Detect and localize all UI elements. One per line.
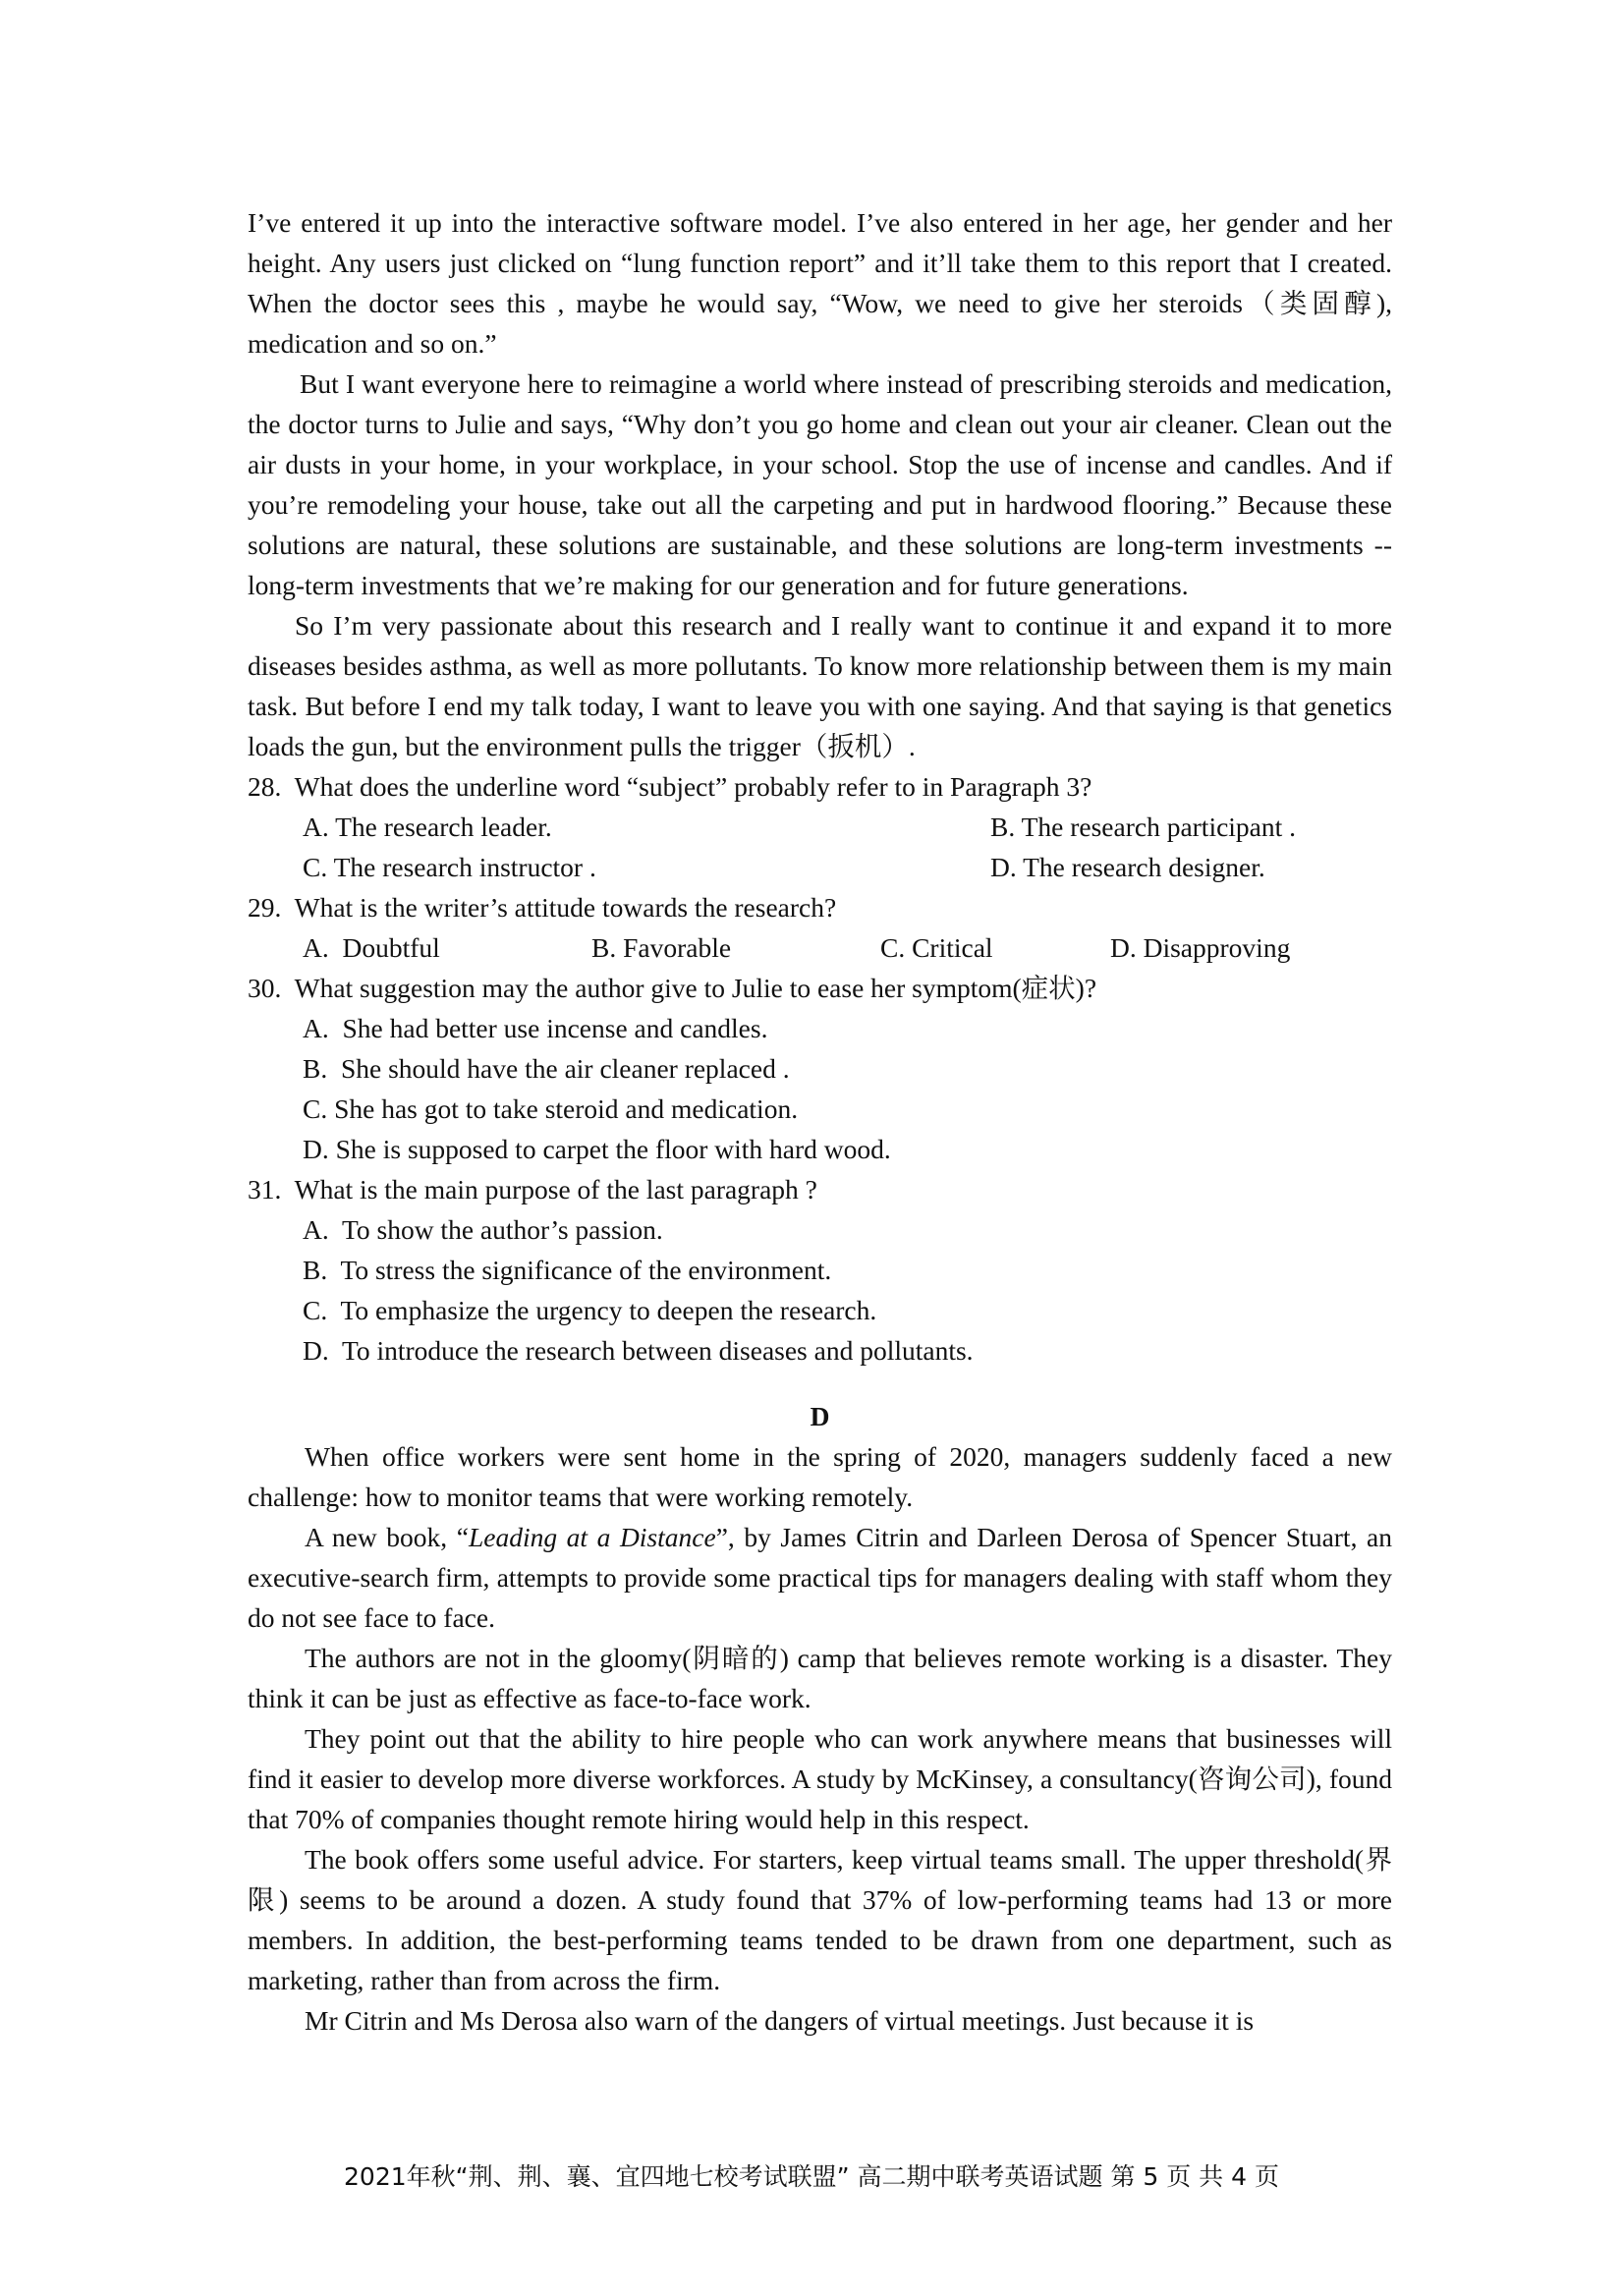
page-content bbox=[248, 202, 1392, 2041]
passage-d-paragraph-1: When office workers were sent home in the spring of 2020, managers suddenly faced a new challenge: how to monitor teams that were working remotely. bbox=[248, 1441, 1392, 1512]
passage-d-paragraph-3: The authors are not in the gloomy(阴暗的) camp that believes remote working is a disaster. They think it can be just as effective as face-to-face work. bbox=[248, 1643, 1392, 1713]
option-c: C. To emphasize the urgency to deepen the research. bbox=[303, 1295, 877, 1325]
option-b: B. She should have the air cleaner replaced . bbox=[303, 1053, 790, 1084]
option-a: A. To show the author’s passion. bbox=[303, 1214, 663, 1245]
passage-c-paragraph-3: So I’m very passionate about this research and I really want to continue it and expand it to more diseases besides asthma, as well as more pollutants. To know more relationship between them is my main task. But before I end my talk today, I want to leave you with one saying. And that saying is that genetics loads the gun, but the environment pulls the trigger（扳机）. bbox=[248, 610, 1392, 761]
passage-d-paragraph-6: Mr Citrin and Ms Derosa also warn of the dangers of virtual meetings. Just because it is bbox=[305, 2005, 1255, 2036]
option-b: B. Favorable bbox=[591, 932, 732, 963]
question-stem: 28. What does the underline word “subject” probably refer to in Paragraph 3? bbox=[248, 771, 1092, 802]
option-row bbox=[248, 927, 1392, 968]
option-row bbox=[248, 847, 1392, 887]
question-stem: 30. What suggestion may the author give to Julie to ease her symptom(症状)? bbox=[248, 973, 1097, 1003]
option-d: D. To introduce the research between diseases and pollutants. bbox=[303, 1335, 974, 1366]
passage-d-paragraph-5: The book offers some useful advice. For starters, keep virtual teams small. The upper threshold(界限) seems to be around a dozen. A study found that 37% of low-performing teams had 13 or more members. In addition, the best-performing teams tended to be drawn from one department, such as marketing, rather than from across the firm. bbox=[248, 1844, 1392, 1995]
passage-d-paragraph-4: They point out that the ability to hire people who can work anywhere means that businesses will find it easier to develop more diverse workforces. A study by McKinsey, a consultancy(咨询公司), found that 70% of companies thought remote hiring would help in this respect. bbox=[248, 1723, 1392, 1834]
option-d: D. The research designer. bbox=[990, 852, 1265, 882]
question-stem: 31. What is the main purpose of the last paragraph ? bbox=[248, 1174, 817, 1204]
passage-c-paragraph-1: I’ve entered it up into the interactive software model. I’ve also entered in her age, her gender and her height. Any users just clicked on “lung function report” and it’ll take them to this report that I created. When the doctor sees this , maybe he would say, “Wow, we need to give her steroids（类固醇), medication and so on.” bbox=[248, 207, 1392, 359]
option-a: A. Doubtful bbox=[303, 932, 440, 963]
option-a: A. The research leader. bbox=[303, 812, 552, 842]
option-a: A. She had better use incense and candles. bbox=[303, 1013, 768, 1043]
question-28 bbox=[248, 766, 1392, 887]
section-heading: D bbox=[810, 1401, 830, 1431]
option-c: C. She has got to take steroid and medication. bbox=[303, 1093, 799, 1124]
option-c: C. Critical bbox=[880, 932, 993, 963]
option-d: D. She is supposed to carpet the floor with hard wood. bbox=[303, 1134, 891, 1164]
book-title: Leading at a Distance bbox=[468, 1522, 716, 1552]
option-d: D. Disapproving bbox=[1110, 932, 1291, 963]
option-b: B. To stress the significance of the environment. bbox=[303, 1255, 832, 1285]
question-31 bbox=[248, 1169, 1392, 1371]
text-fragment: ”, by James Citrin and Darleen Derosa of Spencer Stuart, an executive-search firm, attempts to provide some practical tips for managers dealing with staff whom they do not see face to face. bbox=[248, 1522, 1392, 1633]
question-29 bbox=[248, 887, 1392, 968]
option-b: B. The research participant . bbox=[990, 812, 1297, 842]
question-stem: 29. What is the writer’s attitude towards the research? bbox=[248, 892, 837, 923]
page-footer: 2021年秋“荆、荆、襄、宜四地七校考试联盟” 高二期中联考英语试题 第 5 页 共 4 页 bbox=[344, 2162, 1279, 2191]
passage-c-paragraph-2: But I want everyone here to reimagine a world where instead of prescribing steroids and medication, the doctor turns to Julie and says, “Why don’t you go home and clean out your air cleaner. Clean out the air dusts in your home, in your workplace, in your school. Stop the use of incense and candles. And if you’re remodeling your house, take out all the carpeting and put in hardwood flooring.” Because these solutions are natural, these solutions are sustainable, and these solutions are long-term investments -- long-term investments that we’re making for our generation and for future generations. bbox=[248, 368, 1392, 600]
option-c: C. The research instructor . bbox=[303, 852, 596, 882]
text-fragment: A new book, “ bbox=[305, 1522, 469, 1552]
option-row bbox=[248, 807, 1392, 847]
passage-d-paragraph-2 bbox=[248, 1517, 1392, 1638]
question-30 bbox=[248, 968, 1392, 1169]
